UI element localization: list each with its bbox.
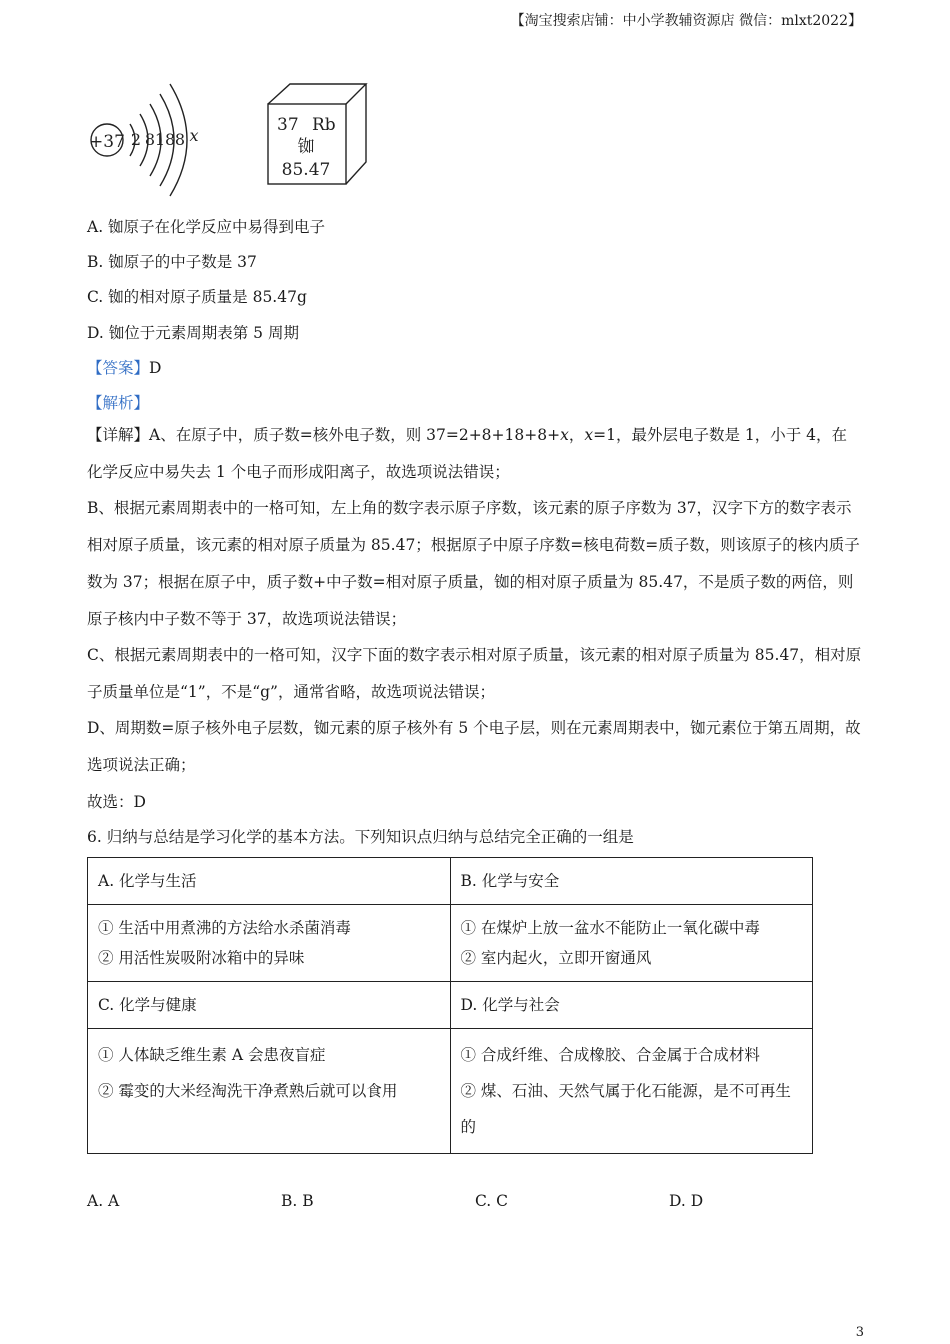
table-cell-c-title: C. 化学与健康 [88,982,451,1029]
detail-a-paragraph [87,417,862,491]
variable-x: x [584,426,594,444]
choice-c: C. C [475,1192,509,1210]
table-item: ① 合成纤维、合成橡胶、合金属于合成材料 [460,1046,760,1064]
detail-b-paragraph: B、根据元素周期表中的一格可知，左上角的数字表示原子序数，该元素的原子序数为 37，汉字下方的数字表示相对原子质量，该元素的相对原子质量为 85.47；根据原子中原子序数=核电荷数=质子数，则该原子的核内质子数为 37；根据在原子中，质子数+中子数=相对原子质量，铷的相对原子质量为 85.47，不是质子数的两倍，则原子核内中子数不等于 37，故选项说法错误； [87,499,860,628]
detail-a-text-2: ， [568,426,585,444]
table-cell-a-content [88,905,451,982]
analysis-tag: 【解析】 [87,394,150,412]
summary-table [87,857,813,1154]
answer-value: D [149,359,162,377]
option-c: C. 铷的相对原子质量是 85.47g [87,288,307,306]
answer-line [87,356,161,378]
detail-a-text-1: A、在原子中，质子数=核外电子数，则 37=2+8+18+8+ [149,426,561,444]
table-item: ① 人体缺乏维生素 A 会患夜盲症 [98,1046,326,1064]
table-item: ② 用活性炭吸附冰箱中的异味 [98,949,305,967]
variable-x: x [560,426,569,444]
shell-4-count: 8 [174,130,186,149]
shell-1-count: 2 [130,130,142,149]
choice-a: A. A [87,1192,120,1210]
page-header: 【淘宝搜索店铺：中小学教辅资源店 微信：mlxt2022】 [510,13,862,29]
atom-structure-diagram [84,78,214,202]
table-item: ① 在煤炉上放一盆水不能防止一氧化碳中毒 [460,919,760,937]
option-a: A. 铷原子在化学反应中易得到电子 [87,218,326,236]
table-cell-a-title: A. 化学与生活 [88,858,451,905]
element-name: 铷 [297,137,315,157]
table-cell-b-title: B. 化学与安全 [450,858,813,905]
shell-2-count: 8 [144,130,156,149]
shell-3-count: 18 [154,130,176,149]
conclusion: 故选：D [87,793,146,811]
table-cell-c-content [88,1029,451,1154]
detail-d-paragraph: D、周期数=原子核外电子层数，铷元素的原子核外有 5 个电子层，则在元素周期表中，铷元素位于第五周期，故选项说法正确； [87,719,861,774]
table-item: ② 室内起火，立即开窗通风 [460,949,652,967]
answer-tag: 【答案】 [87,359,150,377]
table-cell-b-content [450,905,813,982]
shell-5-count: x [189,126,199,145]
atomic-number: 37 [277,115,299,135]
option-d: D. 铷位于元素周期表第 5 周期 [87,324,299,342]
choice-b: B. B [281,1192,314,1210]
atomic-mass: 85.47 [281,160,331,180]
page-number: 3 [855,1325,864,1340]
table-cell-d-content [450,1029,813,1154]
element-symbol: Rb [312,115,336,135]
detail-c-paragraph: C、根据元素周期表中的一格可知，汉字下面的数字表示相对原子质量，该元素的相对原子质量为 85.47，相对原子质量单位是“1”，不是“g”，通常省略，故选项说法错误； [87,646,862,701]
table-item: ① 生活中用煮沸的方法给水杀菌消毒 [98,919,351,937]
nucleus-charge: +37 [89,132,125,152]
detail-tag: 【详解】 [87,426,150,444]
question-6-stem: 6. 归纳与总结是学习化学的基本方法。下列知识点归纳与总结完全正确的一组是 [87,828,634,846]
option-b: B. 铷原子的中子数是 37 [87,253,257,271]
table-cell-d-title: D. 化学与社会 [450,982,813,1029]
element-card [264,82,372,188]
choice-d: D. D [669,1192,704,1210]
detail-a-text-3: =1，最外层电子数是 1，小于 4，在化学反应中易失去 1 个电子而形成阳离子，故选项说法错误； [87,426,848,481]
table-item: ② 煤、石油、天然气属于化石能源，是不可再生的 [460,1082,791,1136]
table-item: ② 霉变的大米经淘洗干净煮熟后就可以食用 [98,1082,398,1100]
